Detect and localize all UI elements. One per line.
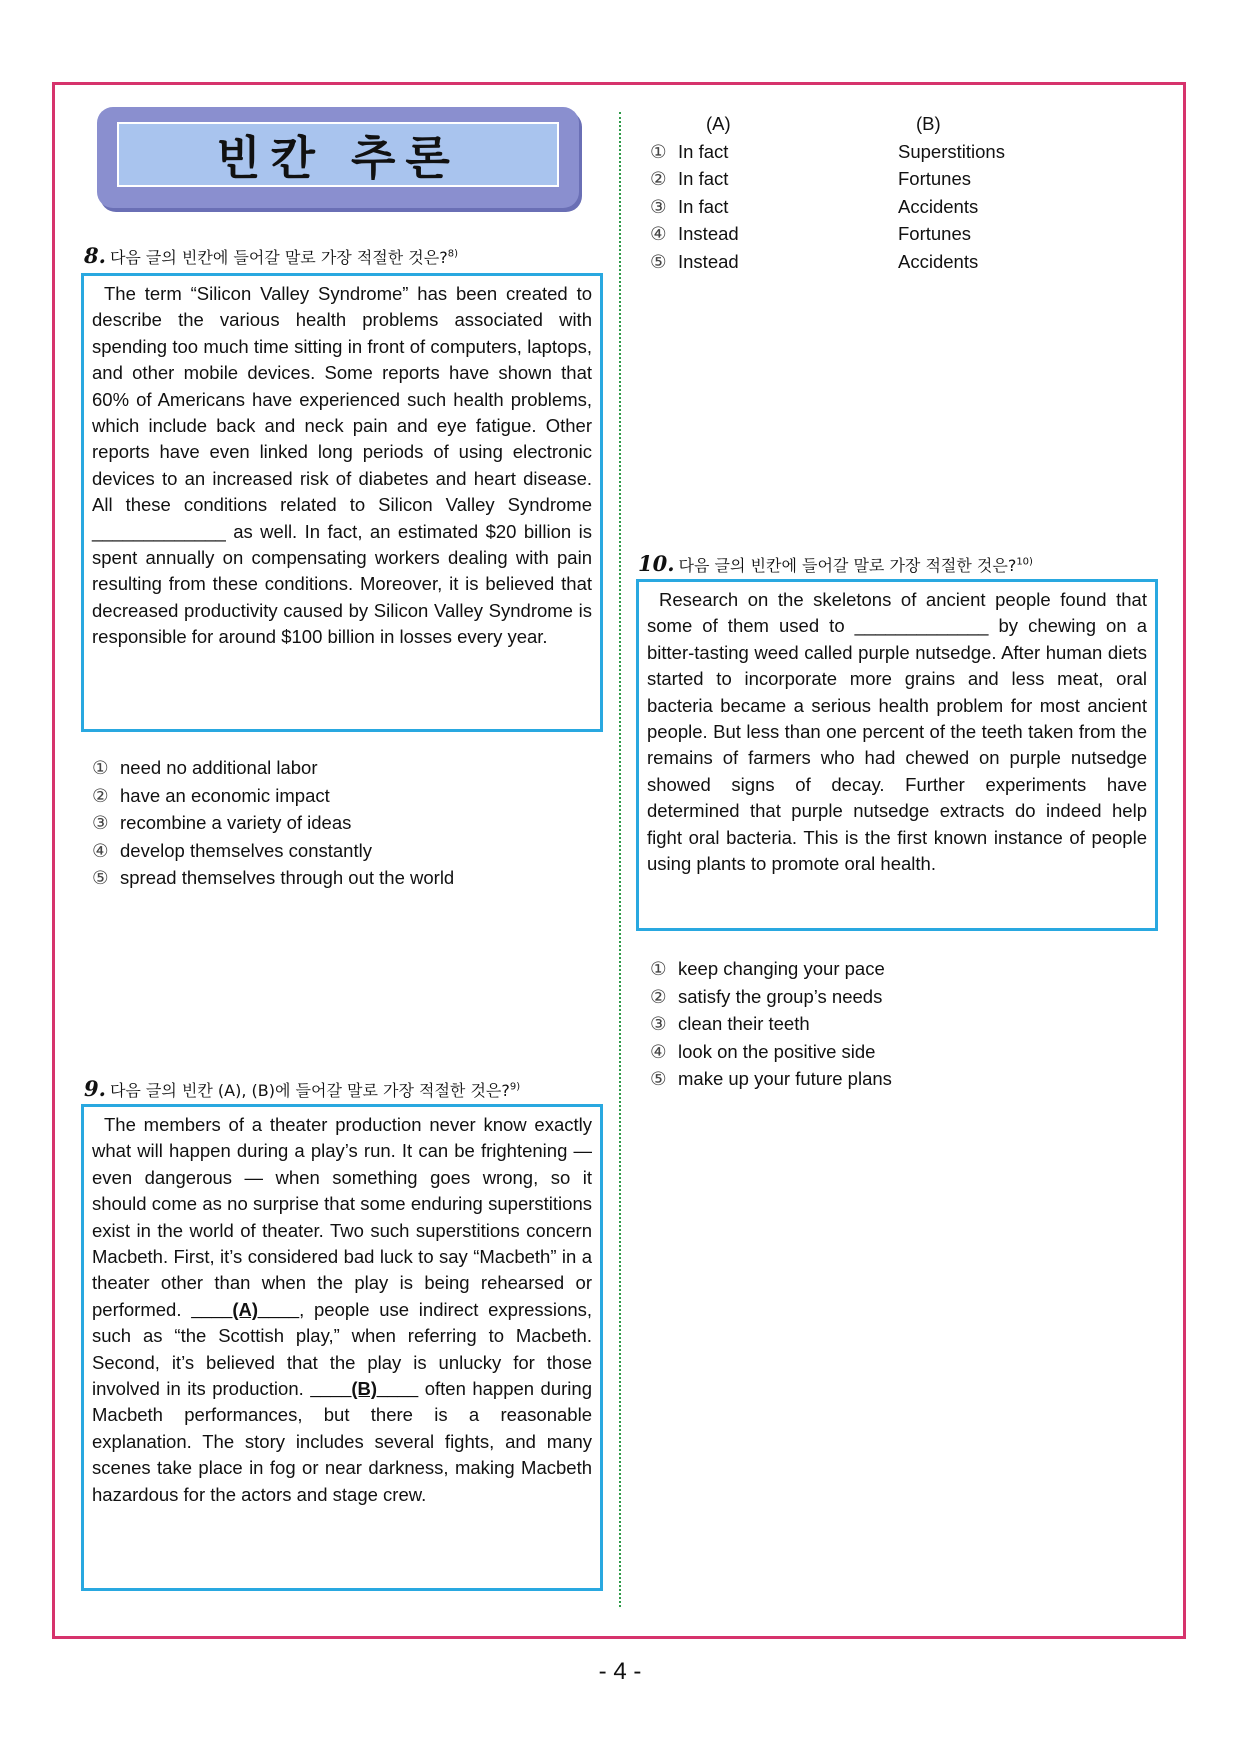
option-text: have an economic impact <box>120 784 330 806</box>
footnote-ref: 9) <box>509 1081 521 1093</box>
option-marker: ④ <box>650 223 667 244</box>
option-b: Accidents <box>898 195 979 217</box>
question-10-passage-box <box>636 579 1158 931</box>
blank-b: ____(B)____ <box>310 1378 419 1400</box>
option-marker: ⑤ <box>92 867 109 888</box>
option[interactable] <box>650 1038 892 1066</box>
question-8-passage: The term “Silicon Valley Syndrome” has been created to describe the various health problems associated with spending too much time sitting in front of computers, laptops, and other mobile devices. Some reports have shown that 60% of Americans have experienced such health problems, which include back and neck pain and eye fatigue. Other reports have even linked long periods of using electronic devices to an increased risk of diabetes and heart disease. All these conditions related to Silicon Valley Syndrome _____________ as well. In fact, an estimated $20 billion is spent annually on compensating workers dealing with pain resulting from these conditions. Moreover, it is believed that decreased productivity caused by Silicon Valley Syndrome is responsible for around $100 billion in losses every year. <box>92 283 592 648</box>
option-a: Instead <box>678 223 739 244</box>
option-text: clean their teeth <box>678 1013 810 1034</box>
section-banner-inner <box>117 122 559 187</box>
question-9-passage-box <box>81 1104 603 1591</box>
page-number: - 4 - <box>598 1658 642 1685</box>
passage-text: often happen during Macbeth performances, but there is a reasonable explanation. The story includes several fights, and many scenes take place in fog or near darkness, making Macbeth hazardous for the actors and stage crew. <box>92 1378 592 1505</box>
footnote-ref: 8) <box>447 248 458 260</box>
question-9-header <box>84 1076 520 1101</box>
option[interactable] <box>650 193 1070 221</box>
option-marker: ① <box>92 757 109 778</box>
option-b: Fortunes <box>898 168 972 189</box>
option-marker: ③ <box>650 195 667 217</box>
option-text: recombine a variety of ideas <box>120 812 352 833</box>
column-b-header: (B) <box>916 113 941 134</box>
option-marker: ③ <box>650 1013 667 1034</box>
option-marker: ① <box>650 958 667 979</box>
option-a: In fact <box>678 195 729 217</box>
option[interactable] <box>650 138 1070 166</box>
option-marker: ⑤ <box>650 250 667 272</box>
blank-a: ____(A)____ <box>191 1298 300 1320</box>
option[interactable] <box>92 837 454 865</box>
question-10-header <box>638 551 1033 576</box>
question-number: 9. <box>84 1076 106 1101</box>
question-8-header <box>84 243 458 268</box>
passage-text: , people use indirect expressions, such as “the Scottish play,” when referring to Macbeth. Second, it’s believed that the play is unlucky for those involved in its production. <box>92 1298 592 1400</box>
question-8-passage-box <box>81 273 603 732</box>
option-b: Accidents <box>898 250 979 272</box>
option[interactable] <box>650 955 892 983</box>
option-marker: ② <box>92 784 109 806</box>
question-number: 10. <box>638 551 675 576</box>
option-text: develop themselves constantly <box>120 839 372 861</box>
option-marker: ③ <box>92 812 109 833</box>
question-prompt: 다음 글의 빈칸에 들어갈 말로 가장 적절한 것은? <box>678 556 1017 575</box>
options-header <box>650 110 1070 138</box>
option-marker: ④ <box>650 1040 667 1062</box>
column-a-header: (A) <box>706 113 731 134</box>
question-prompt: 다음 글의 빈칸에 들어갈 말로 가장 적절한 것은? <box>109 248 448 267</box>
option-text: look on the positive side <box>678 1040 876 1062</box>
option[interactable] <box>92 754 454 782</box>
question-8-options <box>92 754 454 892</box>
question-10-passage: Research on the skeletons of ancient people found that some of them used to _____________ by chewing on a bitter-tasting weed called purple nutsedge. After human diets started to incorporate more grains and less meat, oral bacteria became a serious health problem for most ancient people. But less than one percent of the teeth taken from the remains of farmers who had chewed on purple nutsedge showed signs of decay. Further experiments have determined that purple nutsedge extracts do indeed help fight oral bacteria. This is the first known instance of people using plants to promote oral health. <box>647 589 1147 875</box>
option-marker: ② <box>650 985 667 1007</box>
option-marker: ① <box>650 140 667 162</box>
option-text: keep changing your pace <box>678 958 885 979</box>
option[interactable] <box>650 220 1070 248</box>
question-9-passage <box>92 1112 592 1508</box>
question-number: 8. <box>84 243 106 268</box>
footnote-ref: 10) <box>1016 556 1033 568</box>
option[interactable] <box>650 983 892 1011</box>
section-banner <box>97 107 579 208</box>
passage-text: The members of a theater production never know exactly what will happen during a play’s run. It can be frightening — even dangerous — when something goes wrong, so it should come as no surprise that some enduring superstitions exist in the world of theater. Two such superstitions concern Macbeth. First, it’s considered bad luck to say “Macbeth” in a theater other than when the play is being rehearsed or performed. <box>92 1114 592 1320</box>
option-marker: ⑤ <box>650 1068 667 1089</box>
question-9-options <box>650 110 1070 275</box>
option-text: spread themselves through out the world <box>120 867 455 888</box>
option[interactable] <box>650 248 1070 276</box>
option[interactable] <box>650 165 1070 193</box>
option-text: satisfy the group’s needs <box>678 985 883 1007</box>
option-text: need no additional labor <box>120 757 318 778</box>
question-prompt: 다음 글의 빈칸 (A), (B)에 들어갈 말로 가장 적절한 것은? <box>109 1081 510 1100</box>
option[interactable] <box>92 782 454 810</box>
option-a: Instead <box>678 250 739 272</box>
option-b: Superstitions <box>898 140 1005 162</box>
option[interactable] <box>92 864 454 892</box>
section-title: 빈칸 추론 <box>216 130 460 185</box>
option[interactable] <box>650 1065 892 1093</box>
question-10-options <box>650 955 892 1093</box>
option[interactable] <box>650 1010 892 1038</box>
option-a: In fact <box>678 140 729 162</box>
option-marker: ④ <box>92 839 109 861</box>
option-a: In fact <box>678 168 729 189</box>
option-text: make up your future plans <box>678 1068 892 1089</box>
option[interactable] <box>92 809 454 837</box>
option-b: Fortunes <box>898 223 972 244</box>
option-marker: ② <box>650 168 667 189</box>
column-divider <box>619 112 621 1607</box>
